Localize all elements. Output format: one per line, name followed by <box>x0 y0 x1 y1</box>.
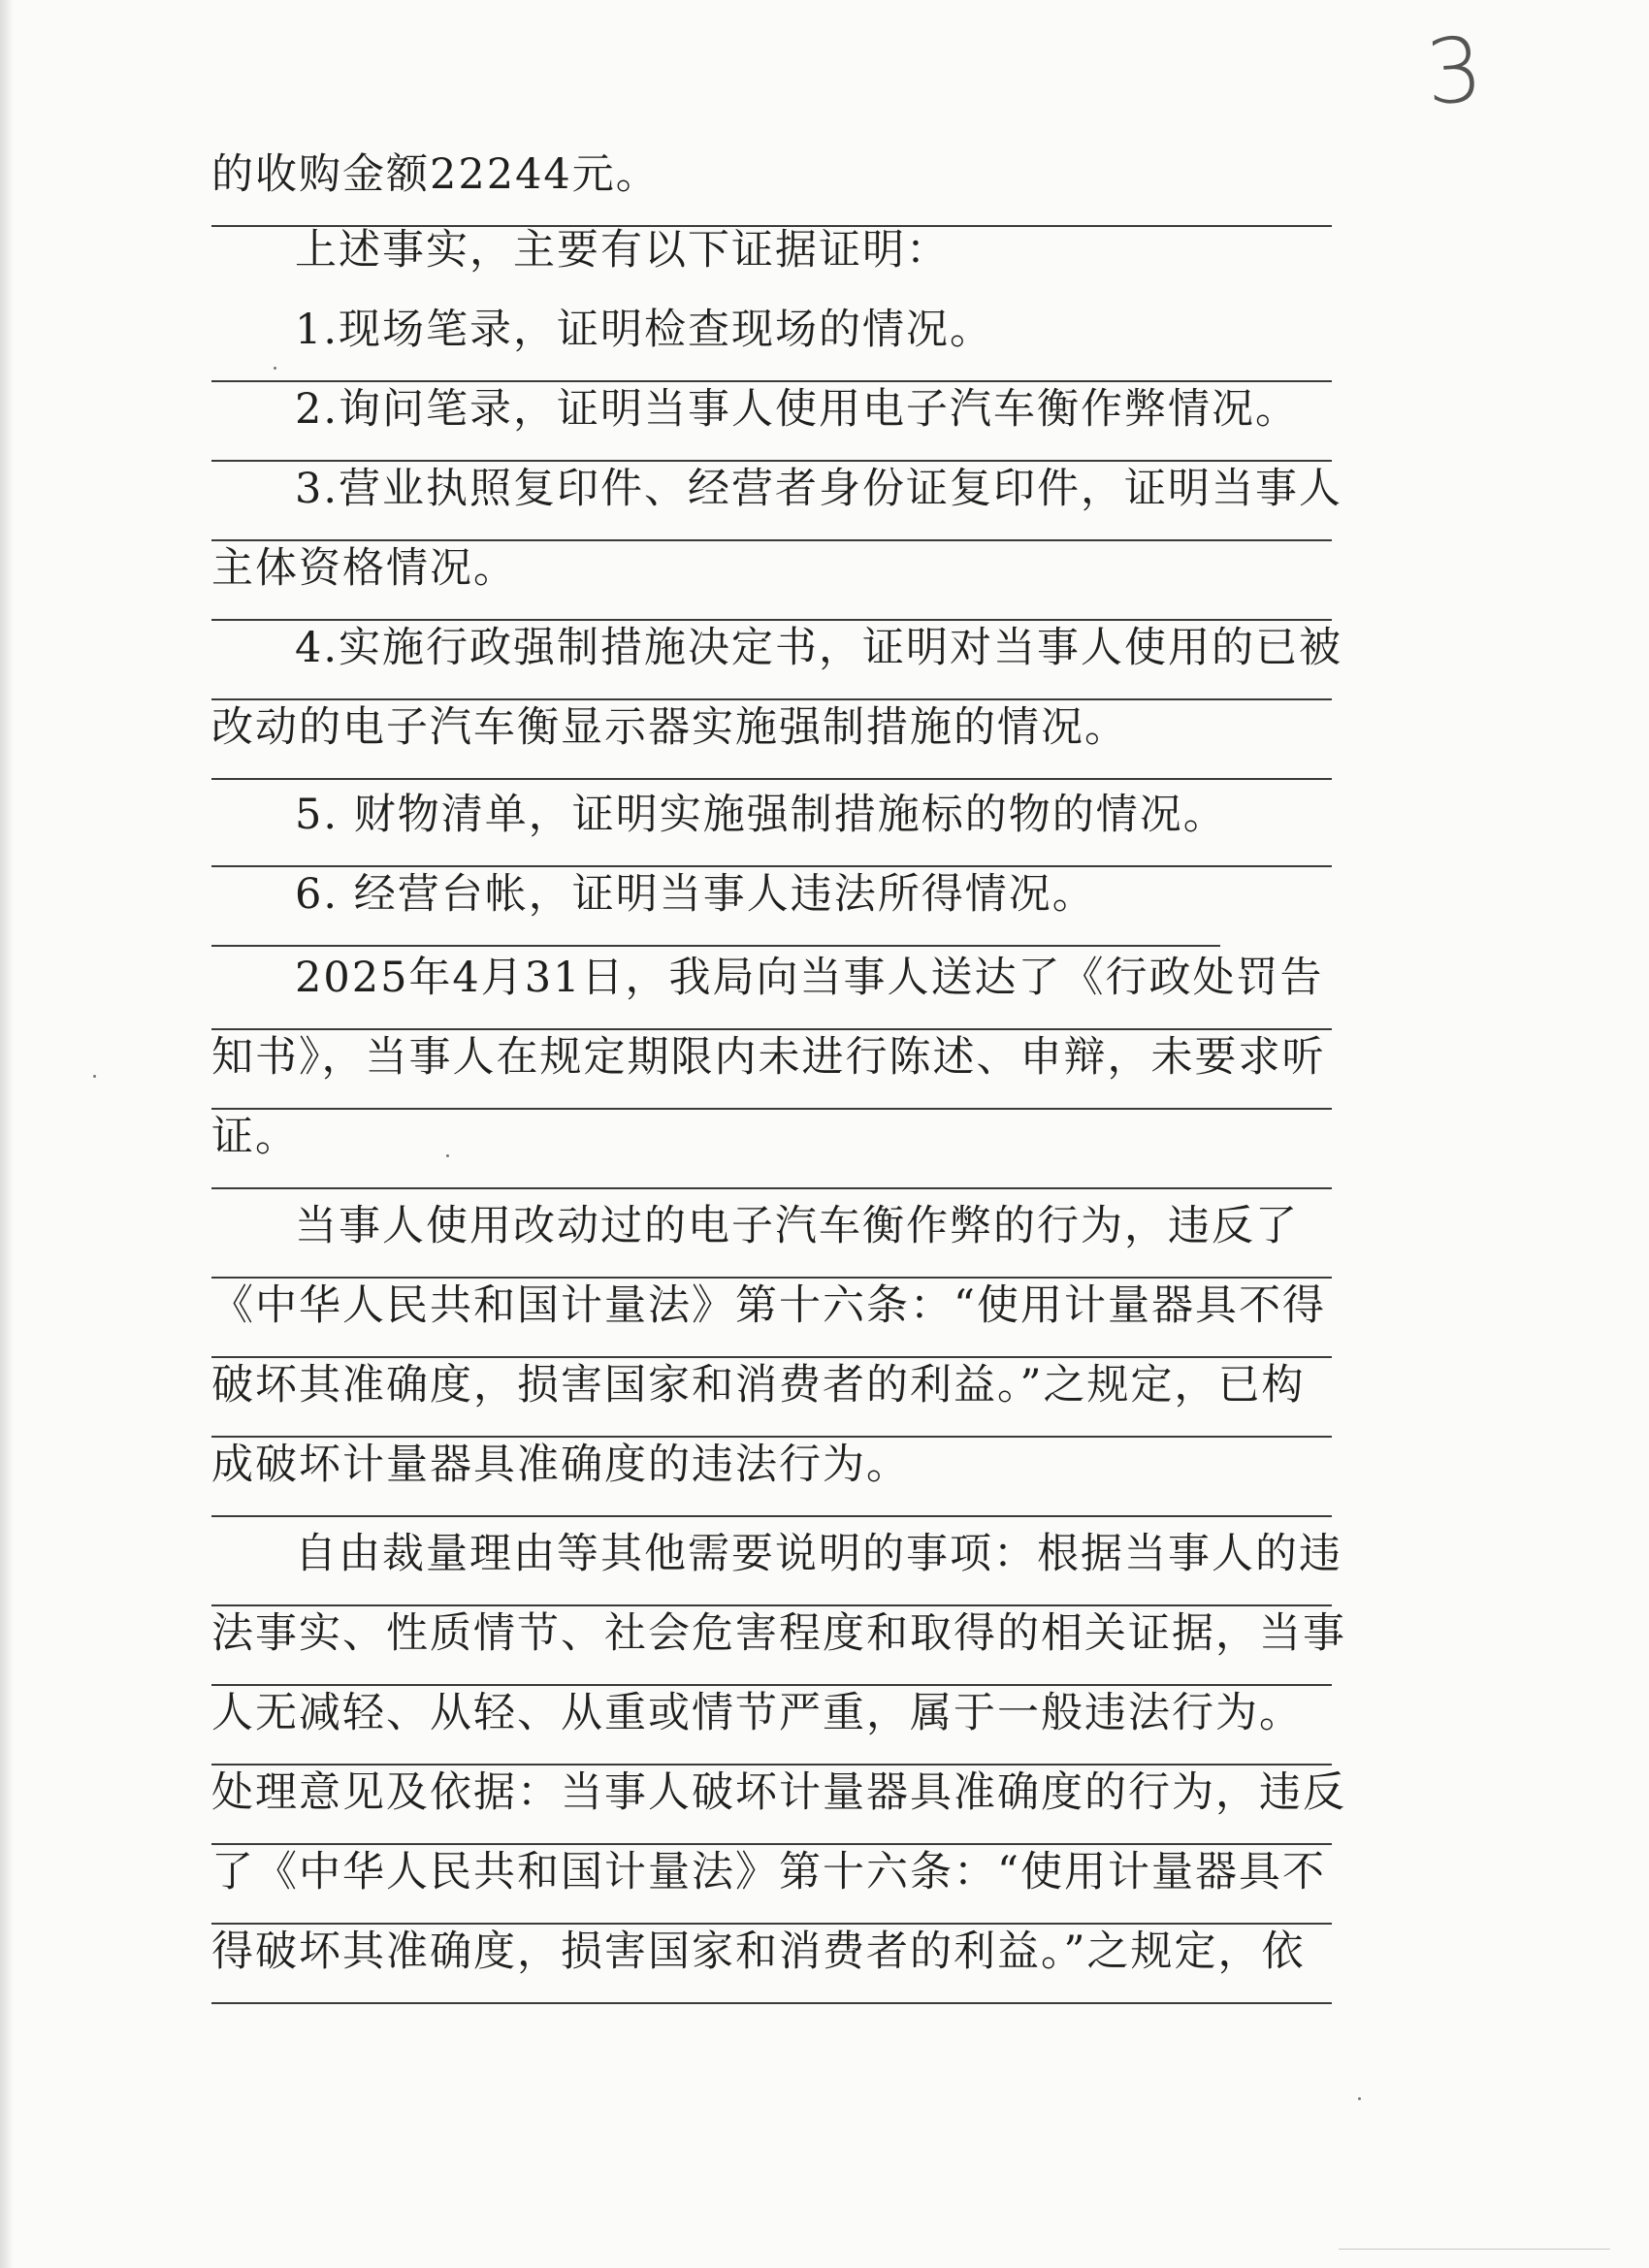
scan-speck <box>93 1075 96 1078</box>
text-line: 6. 经营台帐，证明当事人违法所得情况。 <box>211 865 1220 947</box>
text-line: 得破坏其准确度，损害国家和消费者的利益。”之规定，依 <box>211 1923 1332 2004</box>
text-line: 法事实、性质情节、社会危害程度和取得的相关证据，当事 <box>211 1604 1332 1686</box>
handwritten-page-number: 3 <box>1422 17 1487 125</box>
scan-speck <box>274 367 276 370</box>
text-line: 上述事实，主要有以下证据证明： <box>295 226 950 275</box>
text-line: 5. 财物清单，证明实施强制措施标的物的情况。 <box>211 786 1332 867</box>
text-line: 2025年4月31日，我局向当事人送达了《行政处罚告 <box>211 949 1332 1030</box>
text-line: 知书》，当事人在规定期限内未进行陈述、申辩，未要求听 <box>211 1028 1332 1110</box>
text-line: 3.营业执照复印件、经营者身份证复印件，证明当事人 <box>211 460 1332 541</box>
text-line: 自由裁量理由等其他需要说明的事项：根据当事人的违 <box>211 1525 1332 1606</box>
text-line: 的收购金额22244元。 <box>211 146 1332 227</box>
text-line: 处理意见及依据：当事人破坏计量器具准确度的行为，违反 <box>211 1764 1332 1845</box>
text-line: 证。 <box>211 1108 1332 1189</box>
text-line: 4.实施行政强制措施决定书，证明对当事人使用的已被 <box>211 619 1332 700</box>
text-line: 2.询问笔录，证明当事人使用电子汽车衡作弊情况。 <box>211 380 1332 462</box>
text-line: 破坏其准确度，损害国家和消费者的利益。”之规定，已构 <box>211 1356 1332 1438</box>
text-line: 当事人使用改动过的电子汽车衡作弊的行为，违反了 <box>211 1197 1332 1279</box>
text-line: 人无减轻、从轻、从重或情节严重，属于一般违法行为。 <box>211 1684 1332 1766</box>
scan-edge <box>0 0 14 2268</box>
scan-speck <box>1358 2097 1361 2100</box>
text-line: 了《中华人民共和国计量法》第十六条：“使用计量器具不 <box>211 1843 1332 1925</box>
text-line: 《中华人民共和国计量法》第十六条：“使用计量器具不得 <box>211 1277 1332 1358</box>
scan-edge-line <box>1339 2249 1610 2250</box>
text-line: 主体资格情况。 <box>211 539 1332 621</box>
text-line: 改动的电子汽车衡显示器实施强制措施的情况。 <box>211 698 1332 780</box>
scan-speck <box>446 1154 449 1157</box>
text-line: 成破坏计量器具准确度的违法行为。 <box>211 1436 1332 1517</box>
text-line: 1.现场笔录，证明检查现场的情况。 <box>211 301 1332 382</box>
